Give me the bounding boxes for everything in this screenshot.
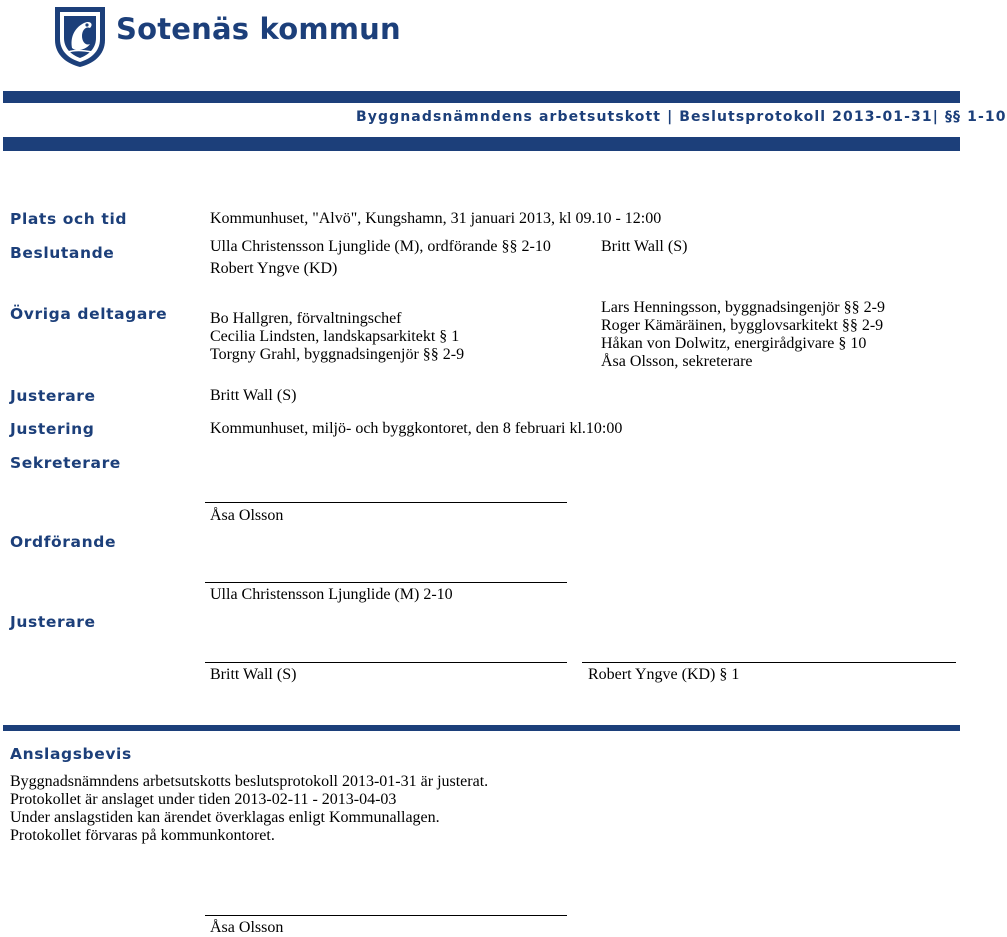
notice-line: Protokollet är anslaget under tiden 2013-02-11 - 2013-04-03 [10, 791, 397, 808]
signature-secretary-name: Åsa Olsson [210, 507, 284, 524]
label-adjuster: Justerare [10, 387, 96, 405]
signature-line-notice [205, 915, 567, 916]
deciding-line2: Robert Yngve (KD) [210, 260, 338, 277]
header-sections: §§ 1-10 [944, 109, 1007, 125]
logo [52, 4, 401, 70]
header-sep: | [667, 109, 674, 125]
signature-notice-name: Åsa Olsson [210, 919, 284, 936]
header-board: Byggnadsnämndens arbetsutskott [356, 109, 662, 125]
adjustment-value: Kommunhuset, miljö- och byggkontoret, den 8 februari kl.10:00 [210, 420, 623, 437]
label-deciding: Beslutande [10, 244, 115, 262]
other-participants-right [601, 299, 885, 371]
label-adjustment: Justering [10, 420, 95, 438]
label-place-time: Plats och tid [10, 210, 128, 228]
signature-line-secretary [205, 502, 567, 503]
notice-bar [3, 725, 960, 731]
label-adjuster-signature: Justerare [10, 613, 96, 631]
header-sep2: | [932, 109, 939, 125]
document-header [356, 109, 1007, 125]
deciding-line1: Ulla Christensson Ljunglide (M), ordförande §§ 2-10 [210, 238, 551, 255]
notice-line: Under anslagstiden kan ärendet överklagas enligt Kommunallagen. [10, 809, 440, 826]
sotenas-coat-of-arms-icon [52, 4, 108, 68]
participant: Roger Kämäräinen, bygglovsarkitekt §§ 2-9 [601, 317, 884, 334]
participant: Håkan von Dolwitz, energirådgivare § 10 [601, 335, 867, 352]
notice-text [10, 773, 488, 845]
place-time-value: Kommunhuset, "Alvö", Kungshamn, 31 januari 2013, kl 09.10 - 12:00 [210, 210, 662, 227]
signature-line-adjuster-1 [205, 662, 567, 663]
label-notice: Anslagsbevis [10, 745, 132, 763]
deciding-line1b: Britt Wall (S) [601, 238, 688, 255]
signature-adjuster-1-name: Britt Wall (S) [210, 666, 297, 683]
logo-name: Sotenäs kommun [116, 12, 401, 46]
adjuster-value: Britt Wall (S) [210, 387, 297, 404]
notice-line: Byggnadsnämndens arbetsutskotts beslutsprotokoll 2013-01-31 är justerat. [10, 773, 489, 790]
other-participants-left [210, 310, 464, 364]
header-bar-bottom [3, 137, 960, 151]
participant: Torgny Grahl, byggnadsingenjör §§ 2-9 [210, 346, 465, 363]
signature-chair-name: Ulla Christensson Ljunglide (M) 2-10 [210, 586, 453, 603]
header-bar-top [3, 91, 960, 103]
header-date: 2013-01-31 [832, 109, 933, 125]
signature-line-adjuster-2 [582, 662, 956, 663]
label-secretary: Sekreterare [10, 454, 121, 472]
participant: Lars Henningsson, byggnadsingenjör §§ 2-9 [601, 299, 885, 316]
participant: Åsa Olsson, sekreterare [601, 353, 753, 370]
label-other-participants: Övriga deltagare [10, 305, 168, 323]
notice-line: Protokollet förvaras på kommunkontoret. [10, 827, 275, 844]
label-chair: Ordförande [10, 533, 117, 551]
participant: Bo Hallgren, förvaltningschef [210, 310, 402, 327]
participant: Cecilia Lindsten, landskapsarkitekt § 1 [210, 328, 460, 345]
signature-adjuster-2-name: Robert Yngve (KD) § 1 [588, 666, 740, 683]
header-doc-type: Beslutsprotokoll [679, 109, 827, 125]
signature-line-chair [205, 582, 567, 583]
